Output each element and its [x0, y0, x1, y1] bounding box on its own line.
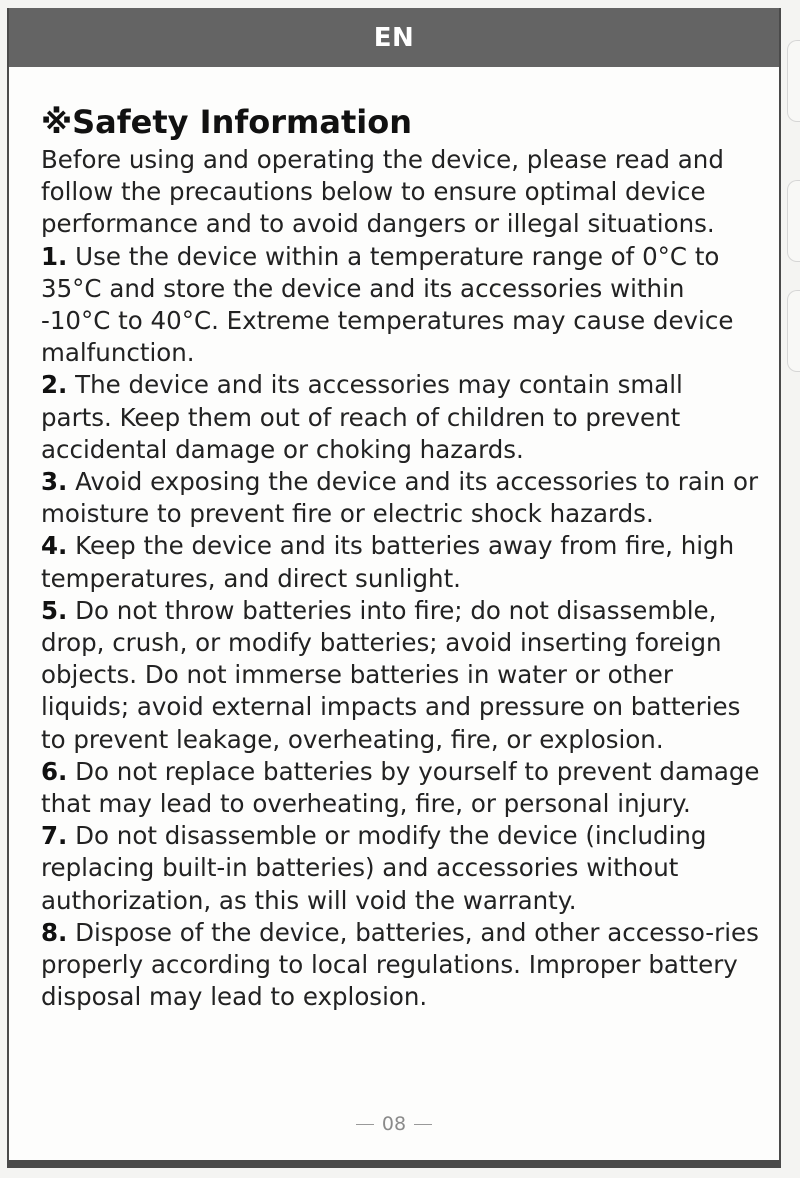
language-label: EN — [373, 22, 415, 53]
edge-tab-top — [787, 40, 800, 122]
item-text: Do not replace batteries by yourself to prevent damage that may lead to overheating, fire, or personal injury. — [41, 756, 760, 819]
list-item — [41, 595, 761, 756]
item-text: Use the device within a temperature range of 0°C to 35°C and store the device and its accessories within -10°C to 40°C. Extreme temperatures may cause device malfunction. — [41, 241, 734, 368]
list-item — [41, 917, 761, 1014]
list-item — [41, 241, 761, 370]
safety-content — [41, 102, 761, 1013]
item-text: Dispose of the device, batteries, and other accesso-ries properly according to local regulations. Improper battery disposal may lead to explosion. — [41, 917, 759, 1012]
intro-paragraph: Before using and operating the device, please read and follow the precautions below to ensure optimal device performance and to avoid dangers or illegal situations. — [41, 145, 724, 239]
list-item — [41, 466, 761, 530]
item-number: 2. — [41, 370, 68, 400]
list-item — [41, 756, 761, 820]
item-number: 3. — [41, 467, 68, 497]
list-item — [41, 369, 761, 466]
manual-page — [7, 8, 781, 1168]
item-text: Do not throw batteries into fire; do not disassemble, drop, crush, or modify batteries; avoid inserting foreign objects. Do not immerse batteries in water or other liquids; avoid external impacts and pressure on batteries to prevent leakage, overheating, fire, or explosion. — [41, 595, 741, 754]
item-number: 5. — [41, 595, 68, 625]
header-bar — [9, 8, 779, 67]
item-text: Do not disassemble or modify the device (including replacing built-in batteries) and accessories without authorization, as this will void the warranty. — [41, 821, 707, 915]
page-number: 08 — [381, 1113, 407, 1135]
footer-dash-right — [414, 1124, 432, 1125]
edge-tab-bottom — [787, 290, 800, 372]
page-footer — [9, 1113, 779, 1135]
item-text: The device and its accessories may contain small parts. Keep them out of reach of children to prevent accidental damage or choking hazards. — [41, 370, 683, 464]
item-number: 1. — [41, 241, 68, 271]
item-number: 4. — [41, 531, 68, 561]
footer-dash-left — [356, 1124, 374, 1125]
item-text: Keep the device and its batteries away from fire, high temperatures, and direct sunlight. — [41, 531, 735, 593]
item-number: 8. — [41, 917, 68, 947]
item-text: Avoid exposing the device and its accessories to rain or moisture to prevent fire or electric shock hazards. — [41, 467, 759, 529]
list-item — [41, 530, 761, 594]
list-item — [41, 820, 761, 917]
item-number: 6. — [41, 756, 68, 786]
item-number: 7. — [41, 821, 68, 851]
edge-tab-middle — [787, 180, 800, 262]
bottom-bar — [9, 1160, 779, 1168]
section-title: ※Safety Information — [41, 103, 413, 141]
